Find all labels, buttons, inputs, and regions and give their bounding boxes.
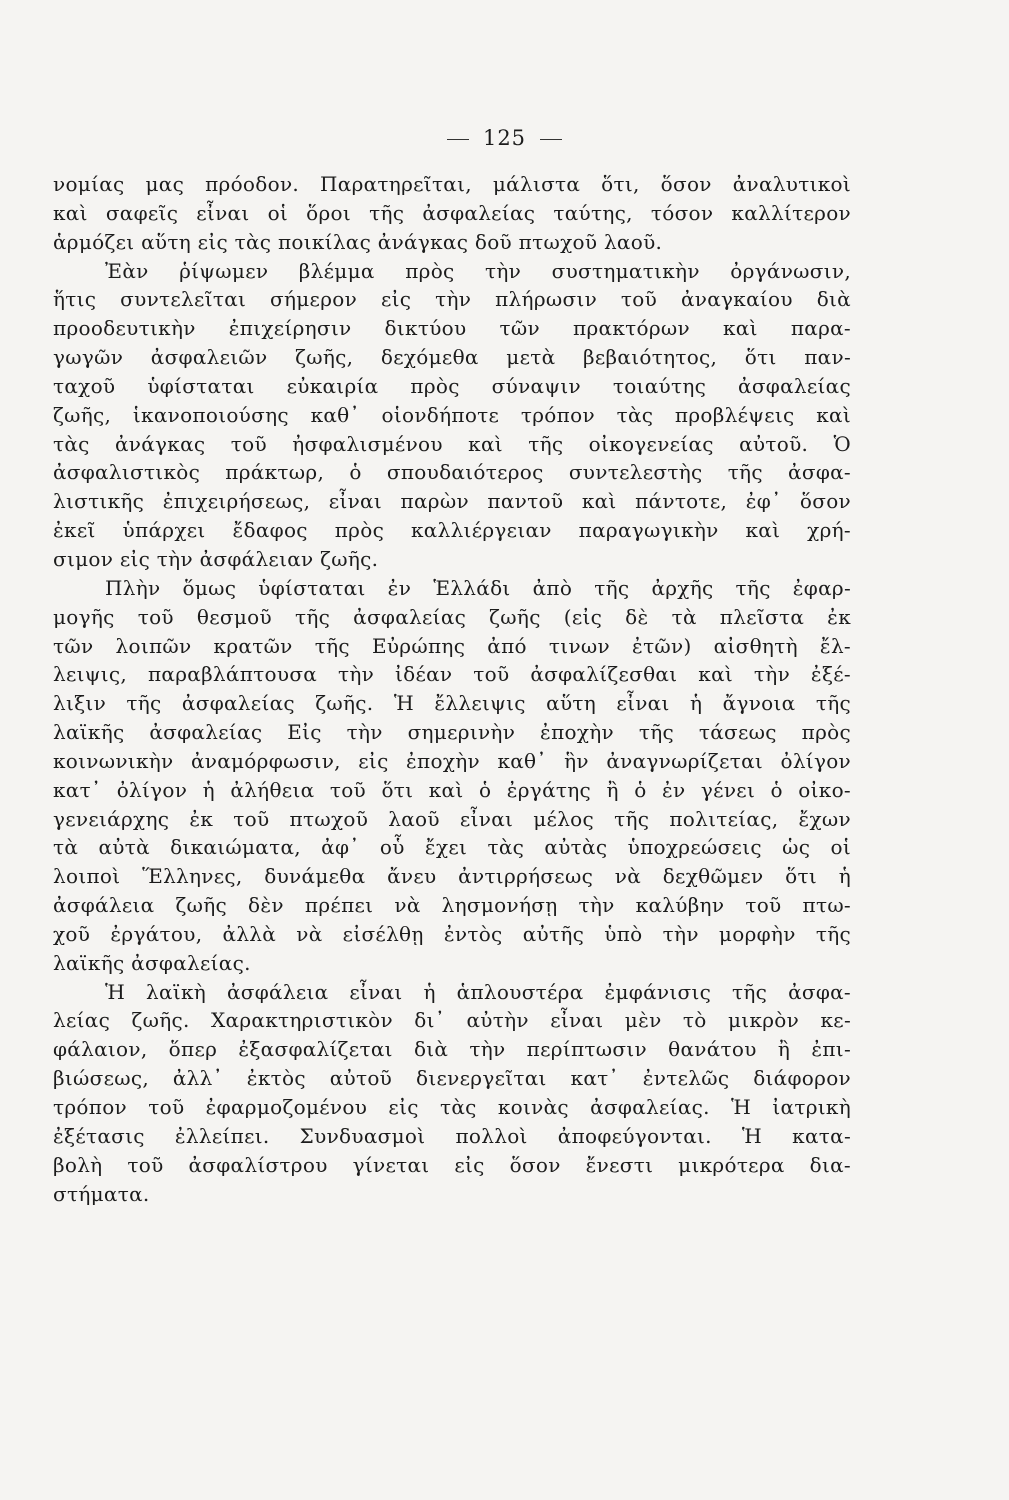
text-line: σιμον εἰς τὴν ἀσφάλειαν ζωῆς.	[53, 546, 379, 571]
text-line: λείας ζωῆς. Χαρακτηριστικὸν δι᾽ αὐτὴν εἶναι μὲν τὸ μικρὸν κε-	[53, 1008, 851, 1033]
page-body-text	[53, 170, 851, 1208]
text-line: τρόπον τοῦ ἐφαρμοζομένου εἰς τὰς κοινὰς ἀσφαλείας. Ἡ ἰατρικὴ	[53, 1095, 851, 1119]
text-line: Πλὴν ὅμως ὑφίσταται ἐν Ἑλλάδι ἀπὸ τῆς ἀρχῆς τῆς ἐφαρ-	[105, 575, 851, 600]
text-line: βολὴ τοῦ ἀσφαλίστρου γίνεται εἰς ὅσον ἔνεστι μικρότερα δια-	[53, 1152, 851, 1177]
text-line: Ἐὰν ῥίψωμεν βλέμμα πρὸς τὴν συστηματικὴν ὀργάνωσιν,	[105, 258, 851, 283]
text-line: τὰ αὐτὰ δικαιώματα, ἀφ᾽ οὗ ἔχει τὰς αὐτὰς ὑποχρεώσεις ὡς οἱ	[53, 835, 851, 860]
text-line: λειψις, παραβλάπτουσα τὴν ἰδέαν τοῦ ἀσφαλίζεσθαι καὶ τὴν ἐξέ-	[53, 662, 851, 687]
text-line: λιστικῆς ἐπιχειρήσεως, εἶναι παρὼν παντοῦ καὶ πάντοτε, ἐφ᾽ ὅσον	[53, 489, 851, 514]
text-line: ἐξέτασις ἐλλείπει. Συνδυασμοὶ πολλοὶ ἀποφεύγονται. Ἡ κατα-	[53, 1123, 851, 1148]
text-line: τὰς ἀνάγκας τοῦ ἠσφαλισμένου καὶ τῆς οἰκογενείας αὐτοῦ. Ὁ	[53, 431, 851, 456]
text-line: γενειάρχης ἐκ τοῦ πτωχοῦ λαοῦ εἶναι μέλος τῆς πολιτείας, ἔχων	[53, 806, 851, 831]
text-line: βιώσεως, ἀλλ᾽ ἐκτὸς αὐτοῦ διενεργεῖται κατ᾽ ἐντελῶς διάφορον	[53, 1066, 851, 1091]
text-line: γωγῶν ἀσφαλειῶν ζωῆς, δεχόμεθα μετὰ βεβαιότητος, ὅτι παν-	[53, 345, 851, 370]
text-line: λοιποὶ Ἕλληνες, δυνάμεθα ἄνευ ἀντιρρήσεως νὰ δεχθῶμεν ὅτι ἡ	[53, 864, 851, 889]
text-line: προοδευτικὴν ἐπιχείρησιν δικτύου τῶν πρακτόρων καὶ παρα-	[53, 316, 851, 341]
text-line: χοῦ ἐργάτου, ἀλλὰ νὰ εἰσέλθῃ ἐντὸς αὐτῆς ὑπὸ τὴν μορφὴν τῆς	[53, 921, 851, 946]
text-line: στήματα.	[53, 1181, 150, 1206]
text-line: ζωῆς, ἱκανοποιούσης καθ᾽ οἱονδήποτε τρόπον τὰς προβλέψεις καὶ	[53, 402, 851, 427]
text-line: λαϊκῆς ἀσφαλείας.	[53, 950, 251, 975]
text-line: ἐκεῖ ὑπάρχει ἔδαφος πρὸς καλλιέργειαν παραγωγικὴν καὶ χρή-	[53, 518, 851, 543]
text-line: λαϊκῆς ἀσφαλείας Εἰς τὴν σημερινὴν ἐποχὴν τῆς τάσεως πρὸς	[53, 720, 851, 745]
text-line: ἁρμόζει αὕτη εἰς τὰς ποικίλας ἀνάγκας δοῦ πτωχοῦ λαοῦ.	[53, 229, 663, 254]
text-line: ἀσφαλιστικὸς πράκτωρ, ὁ σπουδαιότερος συντελεστὴς τῆς ἀσφα-	[53, 460, 851, 485]
text-line: νομίας μας πρόοδον. Παρατηρεῖται, μάλιστα ὅτι, ὅσον ἀναλυτικοὶ	[53, 172, 851, 196]
text-line: ἥτις συντελεῖται σήμερον εἰς τὴν πλήρωσιν τοῦ ἀναγκαίου διὰ	[53, 287, 851, 312]
header-dash-left	[447, 139, 469, 141]
page-header	[0, 126, 1009, 150]
page-number: 125	[482, 126, 527, 150]
text-line: ἀσφάλεια ζωῆς δὲν πρέπει νὰ λησμονήσῃ τὴν καλύβην τοῦ πτω-	[53, 893, 851, 918]
text-line: λιξιν τῆς ἀσφαλείας ζωῆς. Ἡ ἔλλειψις αὕτη εἶναι ἡ ἄγνοια τῆς	[53, 691, 851, 716]
text-line: μογῆς τοῦ θεσμοῦ τῆς ἀσφαλείας ζωῆς (εἰς δὲ τὰ πλεῖστα ἐκ	[53, 604, 851, 629]
header-dash-right	[540, 139, 562, 141]
text-line: κοινωνικὴν ἀναμόρφωσιν, εἰς ἐποχὴν καθ᾽ ἣν ἀναγνωρίζεται ὀλίγον	[53, 748, 851, 773]
text-line: τῶν λοιπῶν κρατῶν τῆς Εὐρώπης ἀπό τινων ἐτῶν) αἰσθητὴ ἔλ-	[53, 633, 851, 658]
text-line: φάλαιον, ὅπερ ἐξασφαλίζεται διὰ τὴν περίπτωσιν θανάτου ἢ ἐπι-	[53, 1037, 851, 1062]
text-line: ταχοῦ ὑφίσταται εὐκαιρία πρὸς σύναψιν τοιαύτης ἀσφαλείας	[53, 373, 851, 398]
text-line: κατ᾽ ὀλίγον ἡ ἀλήθεια τοῦ ὅτι καὶ ὁ ἐργάτης ἢ ὁ ἐν γένει ὁ οἰκο-	[53, 777, 851, 802]
text-line: καὶ σαφεῖς εἶναι οἱ ὅροι τῆς ἀσφαλείας ταύτης, τόσον καλλίτερον	[53, 200, 851, 225]
text-line: Ἡ λαϊκὴ ἀσφάλεια εἶναι ἡ ἁπλουστέρα ἐμφάνισις τῆς ἀσφα-	[105, 979, 851, 1004]
